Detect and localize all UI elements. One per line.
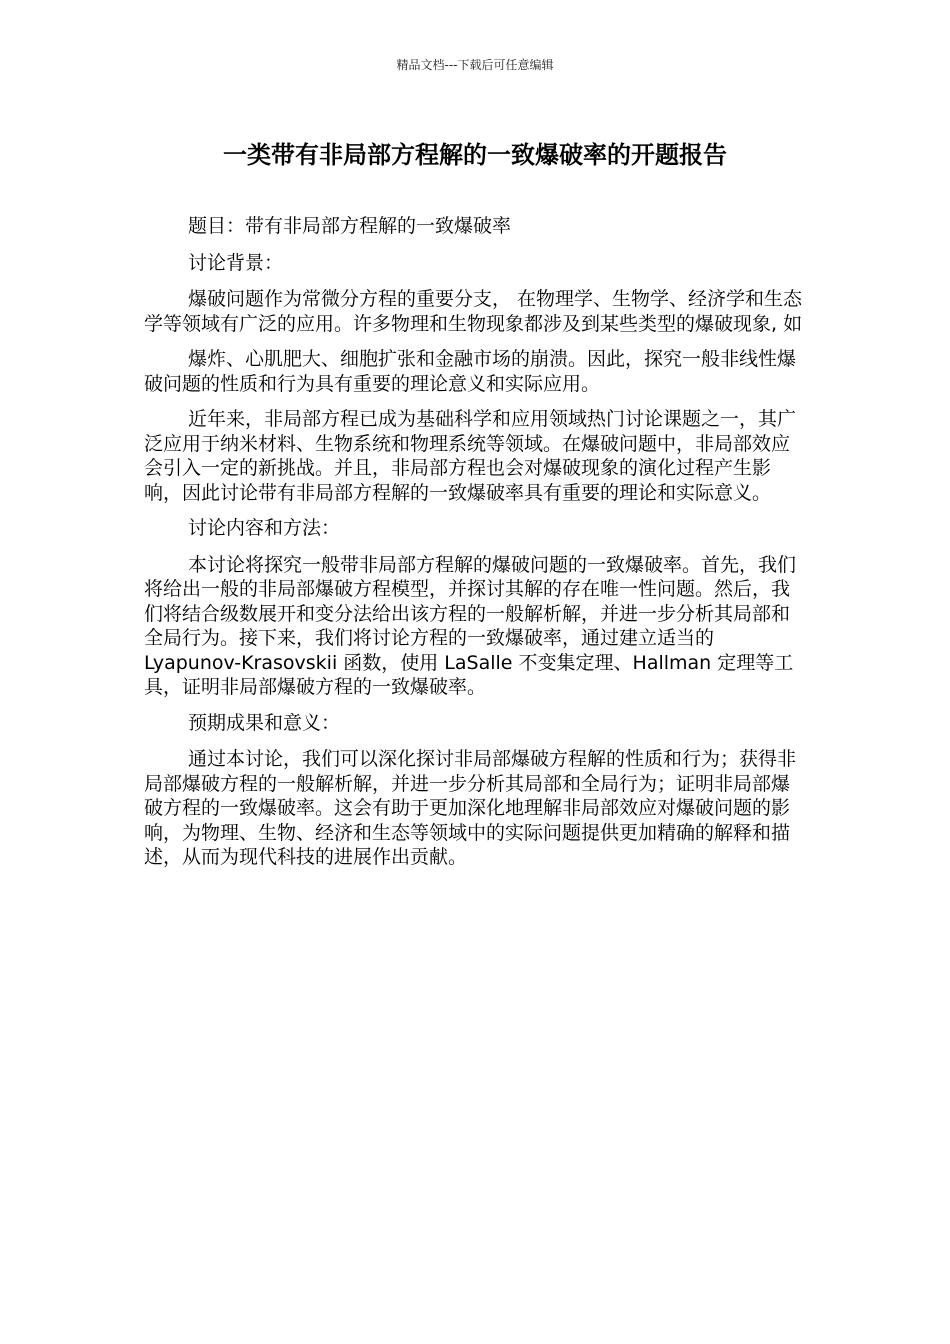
document-title: 一类带有非局部方程解的一致爆破率的开题报告 bbox=[223, 141, 727, 169]
paragraph-expected-results: 通过本讨论，我们可以深化探讨非局部爆破方程解的性质和行为；获得非局部爆破方程的一般解析解，并进一步分析其局部和全局行为；证明非局部爆破方程的一致爆破率。这会有助于更加深化地理解非局部效应对爆破问题的影响，为物理、生物、经济和生态等领域中的实际问题提供更加精确的解释和描述，从而为现代科技的进展作出贡献。 bbox=[144, 748, 797, 868]
paragraph-background-1: 爆破问题作为常微分方程的重要分支， 在物理学、生物学、经济学和生态学等领域有广泛的应用。许多物理和生物现象都涉及到某些类型的爆破现象, 如 bbox=[144, 288, 803, 335]
paragraph-content-methods: 本讨论将探究一般带非局部方程解的爆破问题的一致爆破率。首先，我们将给出一般的非局部爆破方程模型，并探讨其解的存在唯一性问题。然后，我们将结合级数展开和变分法给出该方程的一般解析解，并进一步分析其局部和全局行为。接下来，我们将讨论方程的一致爆破率，通过建立适当的 Lyapunov-Krasovskii 函数，使用 LaSalle 不变集定理、Hallman 定理等工具，证明非局部爆破方程的一致爆破率。 bbox=[144, 553, 797, 698]
paragraph-background-3: 近年来，非局部方程已成为基础科学和应用领域热门讨论课题之一，其广泛应用于纳米材料、生物系统和物理系统等领域。在爆破问题中，非局部效应会引入一定的新挑战。并且，非局部方程也会对爆破现象的演化过程产生影响，因此讨论带有非局部方程解的一致爆破率具有重要的理论和实际意义。 bbox=[144, 408, 797, 504]
paragraph-background-2: 爆炸、心肌肥大、细胞扩张和金融市场的崩溃。因此，探究一般非线性爆破问题的性质和行为具有重要的理论意义和实际应用。 bbox=[144, 348, 797, 395]
heading-expected-results: 预期成果和意义： bbox=[188, 711, 341, 734]
paragraph-topic: 题目：带有非局部方程解的一致爆破率 bbox=[188, 215, 512, 237]
document-body bbox=[144, 214, 804, 881]
header-note: 精品文档---下载后可任意编辑 bbox=[396, 58, 554, 72]
heading-background: 讨论背景： bbox=[188, 251, 284, 274]
heading-content-methods: 讨论内容和方法： bbox=[188, 517, 341, 539]
